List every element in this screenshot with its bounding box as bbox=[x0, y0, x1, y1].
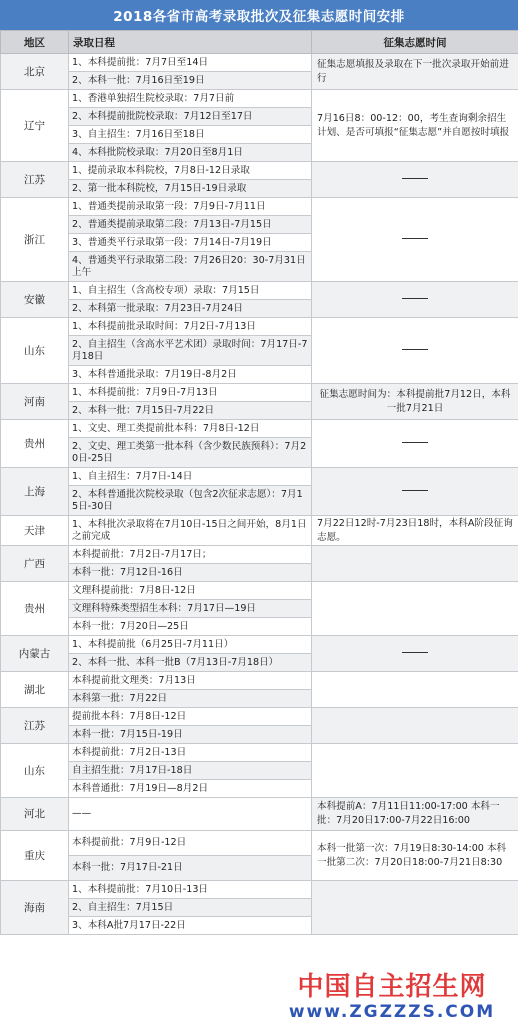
collect-cell bbox=[312, 881, 518, 935]
schedule-cell: 提前批本科：7月8日-12日 bbox=[69, 708, 312, 726]
table-row bbox=[1, 318, 518, 336]
region-cell: 广西 bbox=[1, 546, 69, 582]
table-row bbox=[1, 54, 518, 72]
schedule-cell: 1、本科提前批：7月10日-13日 bbox=[69, 881, 312, 899]
watermark-cn: 中国自主招生网 bbox=[297, 972, 487, 1002]
schedule-cell: 1、香港单独招生院校录取：7月7日前 bbox=[69, 90, 312, 108]
table-row bbox=[1, 582, 518, 600]
region-cell: 安徽 bbox=[1, 282, 69, 318]
header-schedule: 录取日程 bbox=[69, 31, 312, 54]
schedule-cell: 3、本科A批7月17日-22日 bbox=[69, 917, 312, 935]
schedule-cell: 本科一批：7月20日—25日 bbox=[69, 618, 312, 636]
collect-cell bbox=[312, 162, 518, 198]
schedule-cell: 1、本科批次录取将在7月10日-15日之间开始，8月1日之前完成 bbox=[69, 516, 312, 546]
table-row bbox=[1, 162, 518, 180]
header-collect: 征集志愿时间 bbox=[312, 31, 518, 54]
schedule-cell: 1、普通类提前录取第一段：7月9日-7月11日 bbox=[69, 198, 312, 216]
schedule-cell: 2、本科提前批院校录取：7月12日至17日 bbox=[69, 108, 312, 126]
region-cell: 辽宁 bbox=[1, 90, 69, 162]
schedule-cell: —— bbox=[69, 798, 312, 831]
region-cell: 江苏 bbox=[1, 708, 69, 744]
schedule-cell: 本科普通批：7月19日—8月2日 bbox=[69, 780, 312, 798]
table-row bbox=[1, 90, 518, 108]
schedule-cell: 本科提前批：7月9日-12日 bbox=[69, 831, 312, 856]
region-cell: 内蒙古 bbox=[1, 636, 69, 672]
table-body bbox=[1, 54, 518, 935]
dash-mark bbox=[402, 298, 428, 299]
schedule-cell: 2、本科一批、本科一批B（7月13日-7月18日） bbox=[69, 654, 312, 672]
collect-cell: 本科提前A：7月11日11:00-17:00 本科一批：7月20日17:00-7月22日16:00 bbox=[312, 798, 518, 831]
table-row bbox=[1, 384, 518, 402]
schedule-cell: 自主招生批：7月17日-18日 bbox=[69, 762, 312, 780]
collect-cell: 7月16日8：00-12：00，考生查询剩余招生计划、是否可填报“征集志愿”并自愿按时填报 bbox=[312, 90, 518, 162]
dash-mark bbox=[402, 442, 428, 443]
collect-cell bbox=[312, 468, 518, 516]
table-row bbox=[1, 744, 518, 762]
schedule-cell: 1、文史、理工类提前批本科：7月8日-12日 bbox=[69, 420, 312, 438]
region-cell: 贵州 bbox=[1, 420, 69, 468]
collect-cell: 征集志愿时间为：本科提前批7月12日，本科一批7月21日 bbox=[312, 384, 518, 420]
collect-cell: 本科一批第一次：7月19日8:30-14:00 本科一批第二次：7月20日18:00-7月21日8:30 bbox=[312, 831, 518, 881]
table-row bbox=[1, 420, 518, 438]
table-row bbox=[1, 831, 518, 856]
table-row bbox=[1, 546, 518, 564]
table-row bbox=[1, 198, 518, 216]
schedule-cell: 2、普通类提前录取第二段：7月13日-7月15日 bbox=[69, 216, 312, 234]
dash-mark bbox=[402, 349, 428, 350]
collect-cell: 征集志愿填报及录取在下一批次录取开始前进行 bbox=[312, 54, 518, 90]
table-row bbox=[1, 636, 518, 654]
schedule-cell: 1、提前录取本科院校，7月8日-12日录取 bbox=[69, 162, 312, 180]
table-row bbox=[1, 708, 518, 726]
region-cell: 北京 bbox=[1, 54, 69, 90]
schedule-cell: 1、本科提前批录取时间：7月2日-7月13日 bbox=[69, 318, 312, 336]
schedule-cell: 3、普通类平行录取第一段：7月14日-7月19日 bbox=[69, 234, 312, 252]
schedule-table bbox=[0, 30, 518, 935]
region-cell: 河南 bbox=[1, 384, 69, 420]
table-row bbox=[1, 881, 518, 899]
schedule-cell: 2、自主招生（含高水平艺术团）录取时间：7月17日-7月18日 bbox=[69, 336, 312, 366]
region-cell: 山东 bbox=[1, 318, 69, 384]
schedule-cell: 本科提前批文理类：7月13日 bbox=[69, 672, 312, 690]
watermark-logo bbox=[272, 972, 512, 1022]
schedule-cell: 2、本科普通批次院校录取（包含2次征求志愿）：7月15日-30日 bbox=[69, 486, 312, 516]
region-cell: 江苏 bbox=[1, 162, 69, 198]
collect-cell bbox=[312, 672, 518, 708]
schedule-cell: 本科一批：7月17日-21日 bbox=[69, 856, 312, 881]
schedule-cell: 文理科提前批：7月8日-12日 bbox=[69, 582, 312, 600]
dash-mark bbox=[402, 238, 428, 239]
region-cell: 浙江 bbox=[1, 198, 69, 282]
schedule-cell: 本科提前批：7月2日-7月17日； bbox=[69, 546, 312, 564]
table-row bbox=[1, 516, 518, 546]
region-cell: 河北 bbox=[1, 798, 69, 831]
schedule-cell: 3、本科普通批录取：7月19日-8月2日 bbox=[69, 366, 312, 384]
collect-cell: 7月22日12时-7月23日18时，本科A阶段征询志愿。 bbox=[312, 516, 518, 546]
table-row bbox=[1, 282, 518, 300]
schedule-cell: 本科一批：7月12日-16日 bbox=[69, 564, 312, 582]
collect-cell bbox=[312, 318, 518, 384]
collect-cell bbox=[312, 636, 518, 672]
schedule-cell: 本科提前批：7月2日-13日 bbox=[69, 744, 312, 762]
region-cell: 海南 bbox=[1, 881, 69, 935]
collect-cell bbox=[312, 546, 518, 582]
schedule-cell: 2、本科一批：7月15日-7月22日 bbox=[69, 402, 312, 420]
schedule-cell: 4、本科批院校录取：7月20日至8月1日 bbox=[69, 144, 312, 162]
schedule-cell: 文理科特殊类型招生本科：7月17日—19日 bbox=[69, 600, 312, 618]
schedule-cell: 2、自主招生：7月15日 bbox=[69, 899, 312, 917]
region-cell: 山东 bbox=[1, 744, 69, 798]
dash-mark bbox=[402, 652, 428, 653]
region-cell: 湖北 bbox=[1, 672, 69, 708]
dash-mark bbox=[402, 178, 428, 179]
schedule-cell: 1、本科提前批（6月25日-7月11日） bbox=[69, 636, 312, 654]
region-cell: 上海 bbox=[1, 468, 69, 516]
schedule-cell: 3、自主招生：7月16日至18日 bbox=[69, 126, 312, 144]
schedule-cell: 1、本科提前批：7月7日至14日 bbox=[69, 54, 312, 72]
collect-cell bbox=[312, 420, 518, 468]
collect-cell bbox=[312, 198, 518, 282]
schedule-cell: 1、本科提前批：7月9日-7月13日 bbox=[69, 384, 312, 402]
region-cell: 贵州 bbox=[1, 582, 69, 636]
collect-cell bbox=[312, 744, 518, 798]
dash-mark bbox=[402, 490, 428, 491]
schedule-cell: 1、自主招生：7月7日-14日 bbox=[69, 468, 312, 486]
collect-cell bbox=[312, 582, 518, 636]
collect-cell bbox=[312, 282, 518, 318]
collect-cell bbox=[312, 708, 518, 744]
schedule-cell: 2、第一批本科院校，7月15日-19日录取 bbox=[69, 180, 312, 198]
region-cell: 重庆 bbox=[1, 831, 69, 881]
schedule-cell: 2、本科一批：7月16日至19日 bbox=[69, 72, 312, 90]
schedule-cell: 1、自主招生（含高校专项）录取：7月15日 bbox=[69, 282, 312, 300]
schedule-cell: 4、普通类平行录取第二段：7月26日20：30-7月31日上午 bbox=[69, 252, 312, 282]
page-title: 2018各省市高考录取批次及征集志愿时间安排 bbox=[0, 0, 518, 30]
table-row bbox=[1, 468, 518, 486]
schedule-cell: 2、本科第一批录取：7月23日-7月24日 bbox=[69, 300, 312, 318]
table-row bbox=[1, 798, 518, 831]
table-row bbox=[1, 672, 518, 690]
schedule-cell: 2、文史、理工类第一批本科（含少数民族预科）：7月20日-25日 bbox=[69, 438, 312, 468]
schedule-cell: 本科第一批：7月22日 bbox=[69, 690, 312, 708]
header-region: 地区 bbox=[1, 31, 69, 54]
schedule-cell: 本科一批：7月15日-19日 bbox=[69, 726, 312, 744]
region-cell: 天津 bbox=[1, 516, 69, 546]
table-header-row bbox=[1, 31, 518, 54]
watermark-url: www.ZGZZZS.COM bbox=[288, 1002, 496, 1022]
